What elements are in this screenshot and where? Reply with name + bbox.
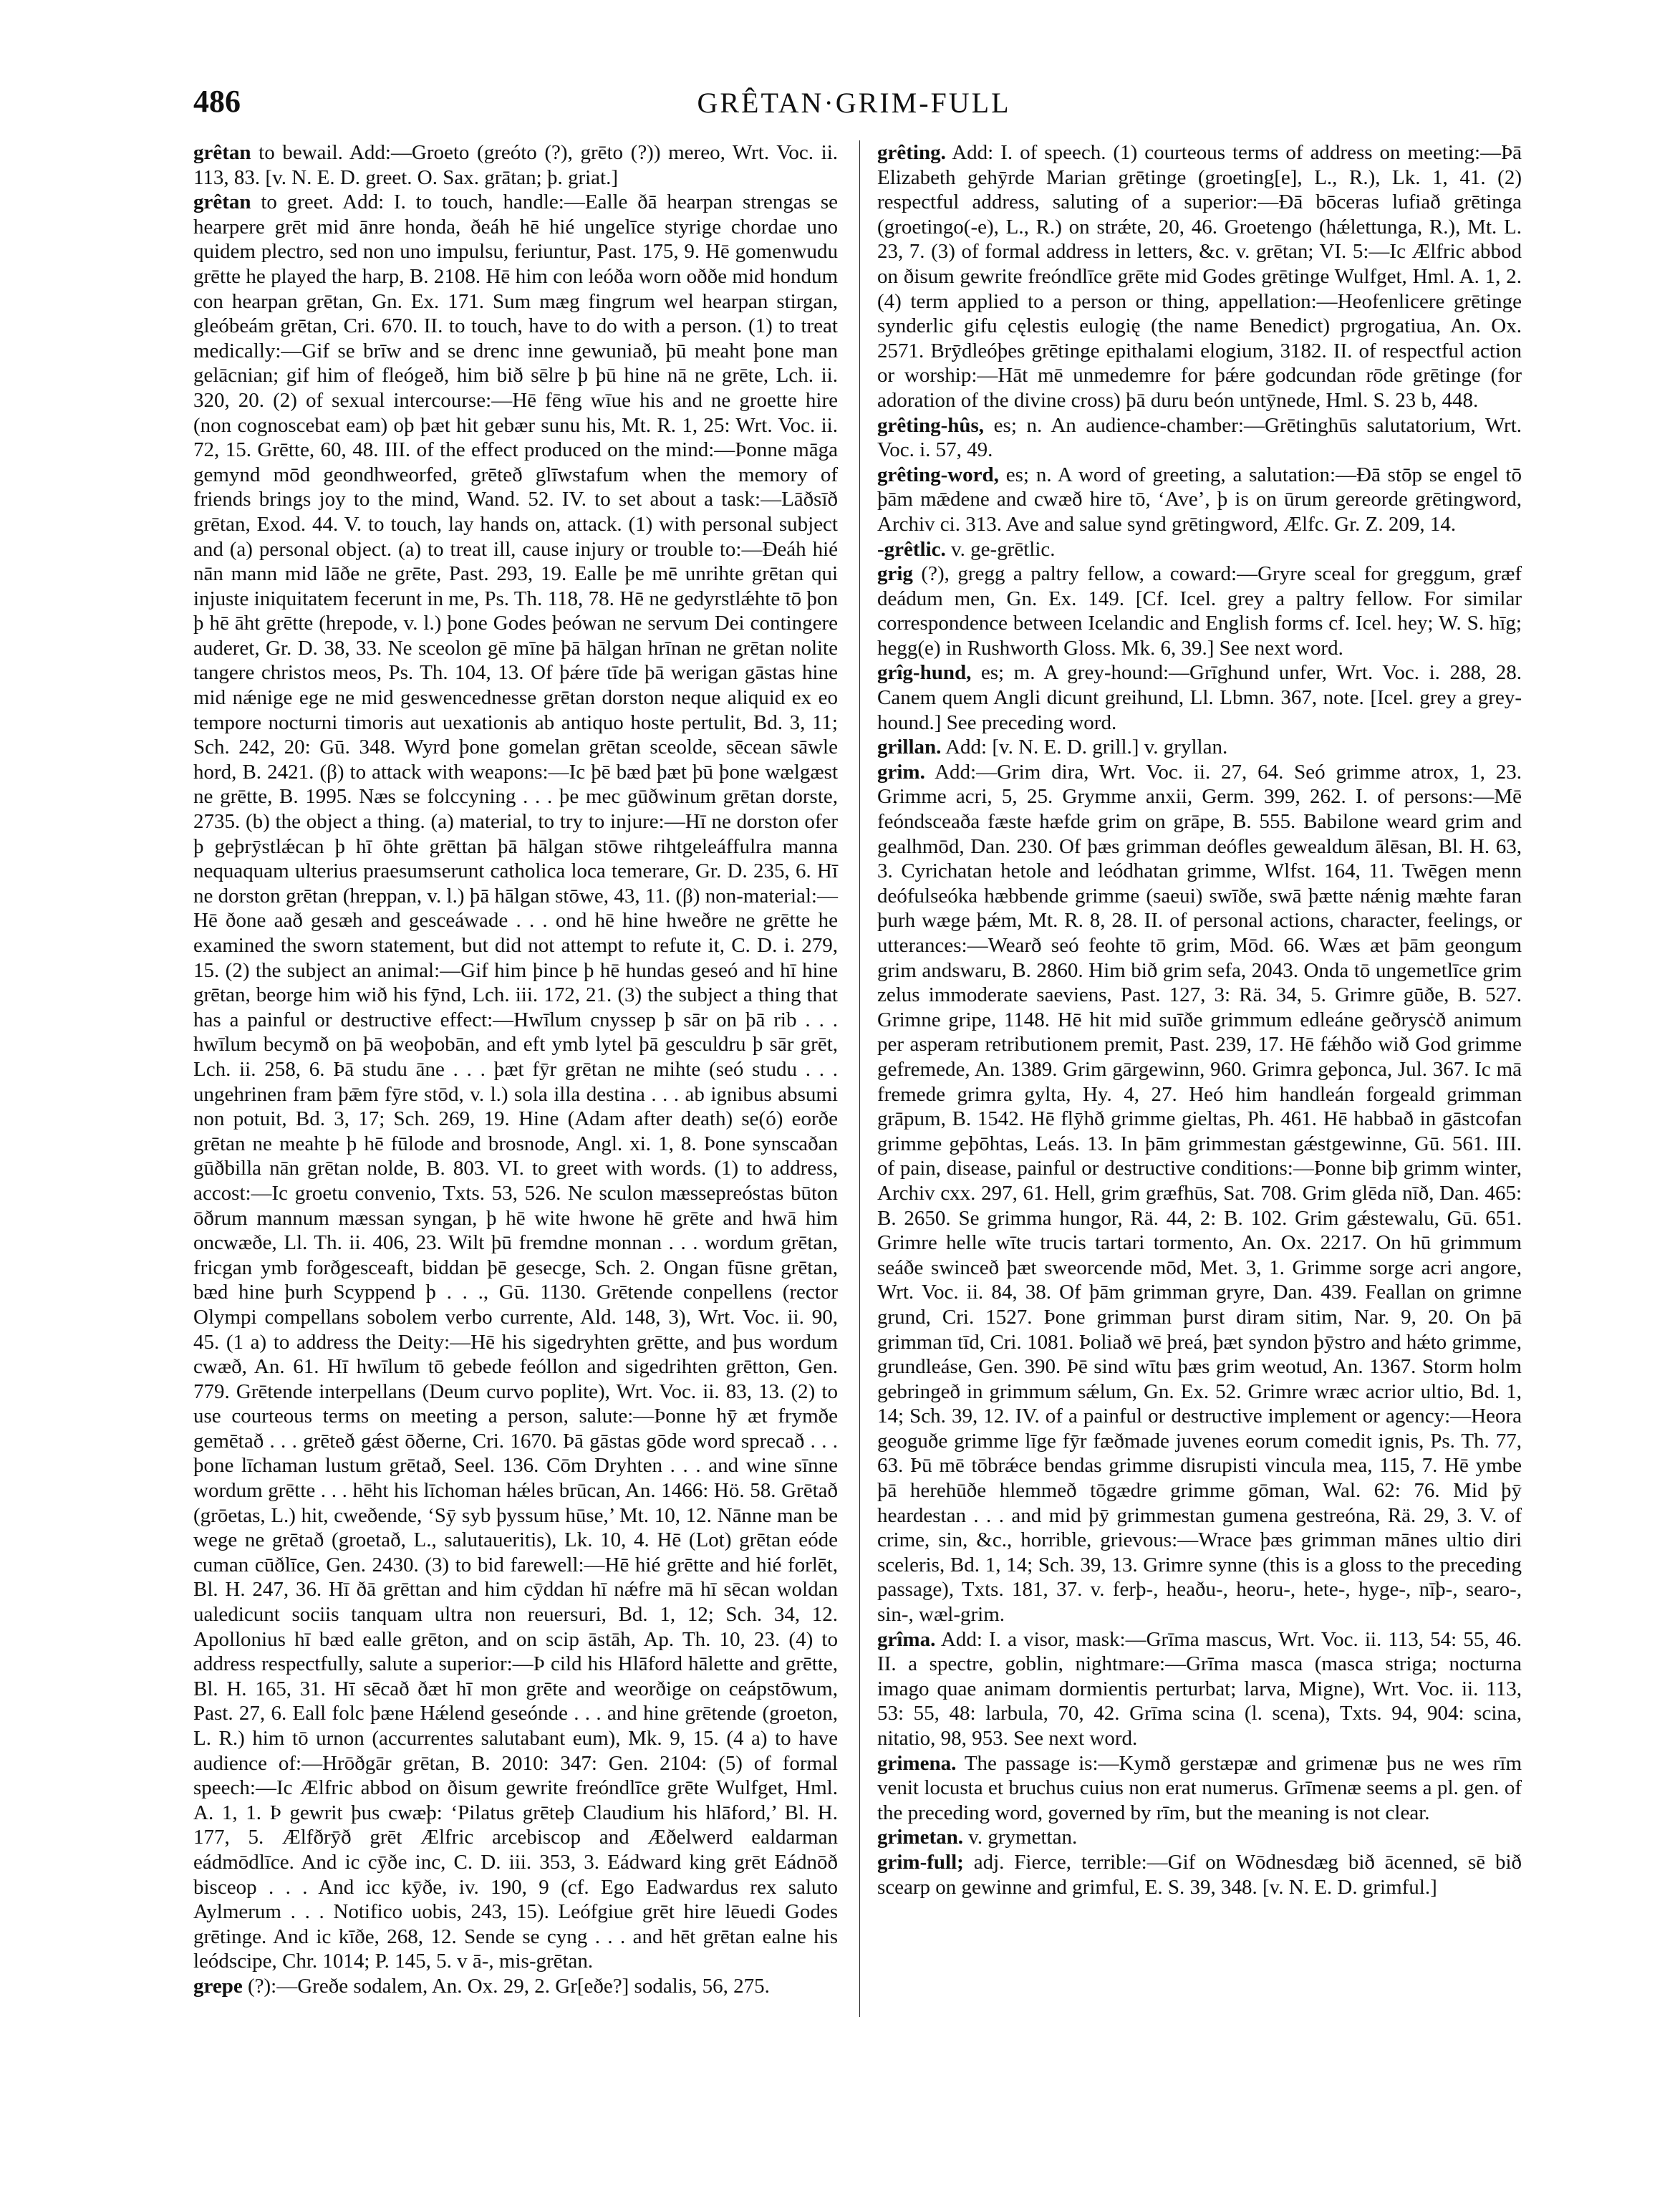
dictionary-entry (193, 140, 838, 190)
entry-body: The passage is:—Kymð gerstæpæ and grimenæ þus ne wes rīm venit locusta et bruchus cuius non erat numerus. Grīmenæ seems a pl. gen. of the preceding word, governed by rīm, but the meaning is not clear. (877, 1751, 1522, 1824)
entry-headword: grepe (193, 1974, 243, 1998)
dictionary-entry (877, 413, 1522, 463)
entry-body: to greet. Add: I. to touch, handle:—Ealle ðā hearpan strengas se hearpere grēt mid ānre honda, ðeáh hē hié ungelīce styrige chordae uno quidem plectro, sed non uno impulsu, feriuntur, Past. 175, 9. Hē gomenwudu grētte he played the harp, B. 2108. Hē him con leóða worn oððe mid hondum con hearpan grētan, Gn. Ex. 171. Sum mæg fingrum wel hearpan stirgan, gleóbeám grētan, Cri. 670. II. to touch, have to do with a person. (1) to treat medically:—Gif se brīw and se drenc inne gewuniað, þū meaht þone man gelācnian; gif him of fleógeð, him bið sēlre þ þū hine nā ne grēte, Lch. ii. 320, 20. (2) of sexual intercourse:—Hē fēng wīue his and ne groette hire (non cognoscebat eam) oþ þæt hit gebær sunu his, Mt. R. 1, 25: Wrt. Voc. ii. 72, 15. Grētte, 60, 48. III. of the effect produced on the mind:—Þonne māga gemynd mōd geondhweorfed, grēteð glīwstafum when the memory of friends brings joy to the mind, Wand. 52. IV. to set about a task:—Lāðsīð grētan, Exod. 44. V. to touch, lay hands on, attack. (1) with personal subject and (a) personal object. (a) to treat ill, cause injury or trouble to:—Ðeáh hié nān mann mid lāðe ne grēte, Past. 293, 19. Ealle þe mē unrihte grētan qui injuste iniquitatem fecerunt in me, Ps. Th. 118, 78. Hē ne gedyrstlǽhte tō þon þ hē āht grētte (hrepode, v. l.) þone Godes þeówan ne servum Dei contingere auderet, Gr. D. 38, 33. Ne sceolon gē mīne þā hālgan hrīnan ne grētan nolite tangere christos meos, Ps. Th. 104, 13. Of þǽre tīde þā werigan gāstas hine mid nǽnige ege ne mid geswencednesse grētan dorston neque aliquid ex eo tempore nocturni timoris aut uexationis ab antiquo hoste pertulit, Bd. 3, 11; Sch. 242, 20: Gū. 348. Wyrd þone gomelan grētan sceolde, sēcean sāwle hord, B. 2421. (β) to attack with weapons:—Ic þē bæd þæt þū þone wælgæst ne grētte, B. 1995. Næs se folccyning . . . þe mec gūðwinum grētan dorste, 2735. (b) the object a thing. (a) material, to try to injure:—Hī ne dorston ofer þ geþrȳstlǽcan þ hī ōhte grēttan þā hālgan stōwe rihtgeleáffulra manna nequaquam ulterius praesumserunt catholica loca temerare, Gr. D. 235, 6. Hī ne dorston grētan (hreppan, v. l.) þā hālgan stōwe, 43, 11. (β) non-material:—Hē ðone aað gesæh and gesceáwade . . . ond hē hine hweðre ne grētte he examined the sworn statement, but did not attempt to refute it, C. D. i. 279, 15. (2) the subject an animal:—Gif him þince þ hē hundas geseó and hī hine grētan, beorge him wið his fȳnd, Lch. iii. 172, 21. (3) the subject a thing that has a painful or destructive effect:—Hwīlum cnyssep þ sār on þā rib . . . hwīlum becymð on þā weoþobān, and eft ymb lytel þā gesculdru þ sār grēt, Lch. ii. 258, 6. Þā studu āne . . . þæt fȳr grētan ne mihte (seó studu . . . ungehrinen fram þǣm fȳre stōd, v. l.) sola illa destina . . . ab ignibus absumi non potuit, Bd. 3, 17; Sch. 269, 19. Hine (Adam after death) se(ó) eorðe grētan ne meahte þ hē fūlode and brosnode, Angl. xi. 1, 8. Þone synscaðan gūðbilla nān grētan nolde, B. 803. VI. to greet with words. (1) to address, accost:—Ic groetu convenio, Txts. 53, 526. Ne sculon mæssepreóstas būton ōðrum mannum mæssan syngan, þ hē wite hwone hē grēte and hwā him oncwæðe, Ll. Th. ii. 406, 23. Wilt þū fremdne monnan . . . wordum grētan, fricgan ymb forðgesceaft, biddan þē gesecge, Sch. 2. Ongan fūsne grētan, bæd hine þurh Scyppend þ . . ., Gū. 1130. Grētende conpellens (rector Olympi compellans sobolem verbo currente, Ald. 148, 3), Wrt. Voc. ii. 90, 45. (1 a) to address the Deity:—Hē his sigedryhten grētte, and þus wordum cwæð, An. 61. Hī hwīlum tō gebede feóllon and sigedrihten grētton, Gen. 779. Grētende interpellans (Deum curvo poplite), Wrt. Voc. ii. 83, 13. (2) to use courteous terms on meeting a person, salute:—Þonne hȳ æt frymðe gemētað . . . grēteð gǽst ōðerne, Cri. 1670. Þā gāstas gōde word sprecað . . . þone līchaman lustum grētað, Seel. 136. Cōm Dryhten . . . and wine sīnne wordum grētte . . . hēht his līchoman hǽles brūcan, An. 1466: Hö. 58. Grētað (grōetas, L.) hit, cweðende, ‘Sȳ syb þyssum hūse,’ Mt. 10, 12. Nānne man be wege ne grētað (groetað, L., salutaueritis), Lk. 10, 4. Hē (Lot) grētan eóde cuman cūðlīce, Gen. 2430. (3) to bid farewell:—Hē hié grētte and hié forlēt, Bl. H. 247, 36. Hī ðā grēttan and him cȳddan hī nǽfre mā hī sēcan woldan ualedicunt sociis tanquam ultra non reuersuri, Bd. 1, 12; Sch. 34, 12. Apollonius hī bæd ealle grēton, and on scip āstāh, Ap. Th. 10, 23. (4) to address respectfully, salute a superior:—Þ cild his Hlāford hālette and grētte, Bl. H. 165, 31. Hī sēcað ðæt hī mon grēte and weorðige on ceápstōwum, Past. 27, 6. Eall folc þæne Hǽlend geseónde . . . and hine grētende (groeton, L. R.) him tō urnon (accurrentes salutabant eum), Mk. 9, 15. (4 a) to have audience of:—Hrōðgār grētan, B. 2010: 347: Gen. 2104: (5) of formal speech:—Ic Ælfric abbod on ðisum gewrite freóndlīce grēte Wulfget, Hml. A. 1, 1. Þ gewrit þus cwæþ: ‘Pilatus grēteþ Claudium his hlāford,’ Bl. H. 177, 5. Ælfðrȳð grēt Ælfric arcebiscop and Æðelwerd ealdarman eádmōdlīce. And ic cȳðe inc, C. D. iii. 353, 3. Eádward king grēt Eádnōð bisceop . . . And icc kȳðe, iv. 190, 9 (cf. Ego Eadwardus rex saluto Aylmerum . . . Notifico uobis, 243, 15). Leófgiue grēt hire lēuedi Godes grētinge. And ic kīðe, 268, 12. Sende se cyng . . . and hēt grētan ealne his leódscipe, Chr. 1014; P. 145, 5. v ā-, mis-grētan. (193, 191, 838, 1973)
dictionary-entry (877, 537, 1522, 562)
dictionary-entry (877, 140, 1522, 413)
entry-headword: grêtan (193, 191, 251, 214)
dictionary-entry (877, 760, 1522, 1627)
entry-headword: grîma. (877, 1627, 936, 1651)
dictionary-entry (877, 1751, 1522, 1826)
dictionary-entry (877, 463, 1522, 537)
column-divider (859, 140, 860, 2017)
dictionary-entry (877, 1825, 1522, 1850)
left-column (193, 140, 838, 1999)
entry-body: (?):—Greðe sodalem, An. Ox. 29, 2. Gr[eðe?] sodalis, 56, 275. (242, 1974, 770, 1998)
entry-headword: grêting-hûs, (877, 413, 985, 437)
entry-headword: grimena. (877, 1751, 957, 1775)
right-column (877, 140, 1522, 1899)
dictionary-entry (877, 735, 1522, 760)
dictionary-entry (877, 660, 1522, 735)
entry-body: v. ge-grētlic. (945, 537, 1056, 561)
dictionary-entry (877, 562, 1522, 660)
entry-body: Add: [v. N. E. D. grill.] v. gryllan. (941, 736, 1228, 759)
entry-headword: grîg-hund, (877, 661, 972, 685)
entry-headword: grêting. (877, 141, 946, 164)
entry-headword: grêting-word, (877, 463, 999, 486)
entry-body: v. grymettan. (963, 1826, 1078, 1849)
entry-body: Add: I. a visor, mask:—Grīma mascus, Wrt. Voc. ii. 113, 54: 55, 46. II. a spectre, goblin, nightmare:—Grīma masca (masca striga; nocturna imago quae animam dormientis perturbat; larva, Migne), Wrt. Voc. ii. 113, 53: 55, 48: larbula, 70, 42. Grīma scina (l. scena), Txts. 94, 904: scina, nitatio, 98, 953. See next word. (877, 1627, 1522, 1750)
entry-body: Add: I. of speech. (1) courteous terms of address on meeting:—Þā Elizabeth gehȳrde Marian grētinge (groeting[e], L., R.), Lk. 1, 41. (2) respectful address, saluting of a superior:—Ðā bōceras lufiað grētinga (groetingo(-e), L., R.) on strǽte, 20, 46. Groetengo (hǽlettunga, R.), Mt. L. 23, 7. (3) of formal address in letters, &c. v. grētan; VI. 5:—Ic Ælfric abbod on ðisum gewrite freóndlīce grēte mid Godes grētinge Wulfget, Hml. A. 1, 2. (4) term applied to a person or thing, appellation:—Heofenlicere grētinge synderlic gifu cęlestis eulogię (the name Benedict) prgrogatiua, An. Ox. 2571. Brȳdleóþes grētinge epithalami elogium, 3182. II. of respectful action or worship:—Hāt mē unmedemre for þǽre godcundan rōde grētinge (for adoration of the divine cross) þā duru beón untȳnede, Hml. S. 23 b, 448. (877, 141, 1522, 412)
entry-body: (?), gregg a paltry fellow, a coward:—Gryre sceal for greggum, græf deádum men, Gn. Ex. 149. [Cf. Icel. grey a paltry fellow. For similar correspondence between Icelandic and English forms cf. Icel. hey; W. S. hīg; hegg(e) in Rushworth Gloss. Mk. 6, 39.] See next word. (877, 562, 1522, 660)
entry-body: to bewail. Add:—Groeto (greóto (?), grēto (?)) mereo, Wrt. Voc. ii. 113, 83. [v. N. E. D. greet. O. Sax. grātan; þ. griat.] (193, 141, 838, 189)
entry-headword: grig (877, 562, 913, 586)
entry-body: Add:—Grim dira, Wrt. Voc. ii. 27, 64. Seó grimme atrox, 1, 23. Grimme acri, 5, 25. Grymme anxii, Germ. 399, 262. I. of persons:—Mē feóndsceaða fæste hæfde grim on grāpe, B. 555. Babilone weard grim and gealhmōd, Dan. 230. Of þæs grimman deófles gewealdum ālēsan, Bl. H. 63, 3. Cyrichatan hetole and leódhatan grimme, Wlfst. 164, 11. Twēgen menn deófulseóka hæbbende grimme (saeui) swīðe, swā þætte nǽnig mæhte faran þurh wæge þǽm, Mt. R. 8, 28. II. of personal actions, character, feelings, or utterances:—Wearð seó feohte tō grim, Mōd. 66. Wæs æt þām geongum grim andswaru, B. 2860. Him bið grim sefa, 2043. Onda tō ungemetlīce grim zelus immoderate saeviens, Past. 127, 3: Rä. 34, 5. Grimre gūðe, B. 527. Grimne gripe, 1148. Hē hit mid suīðe grimmum edleáne geðrysċð animum per asperam retributionem premit, Past. 239, 17. Hē fǽhðo wið God grimme gefremede, An. 1389. Grim gārgewinn, 960. Grimra geþonca, Jul. 367. Ic mā fremede grimra gylta, Hy. 4, 27. Heó him handleán forgeald grimman grāpum, B. 1542. Hē flȳhð grimme gieltas, Ph. 461. Hē habbað in gāstcofan grimme geþōhtas, Leás. 13. In þām grimmestan gǽstgewinne, Gū. 561. III. of pain, disease, painful or destructive conditions:—Þonne biþ grimm winter, Archiv cxx. 297, 61. Hell, grim græfhūs, Sat. 708. Grim glēda nīð, Dan. 465: B. 2650. Se grimma hungor, Rä. 44, 2: B. 102. Grim gǽstewalu, Gū. 651. Grimre helle wīte trucis tartari tormento, An. Ox. 2217. On hū grimmum seáðe swinceð þæt sweorcende mōd, Met. 3, 1. Grimme sorge acri angore, Wrt. Voc. ii. 84, 38. Of þām grimman gryre, Dan. 439. Feallan on grimne grund, Cri. 1527. Þone grimman þurst diram sitim, Nar. 9, 20. On þā grimman tīd, Cri. 1081. Þoliað wē þreá, þæt syndon þȳstro and hǽto grimme, grundleáse, Gen. 390. Þē sind wītu þæs grim weotud, An. 1367. Storm holm gebringeð in grimmum sǽlum, Gn. Ex. 52. Grimre wræc acrior ultio, Bd. 1, 14; Sch. 39, 12. IV. of a painful or destructive implement or agency:—Heora geoguðe grimme līge fȳr fæðmade juvenes eorum comedit ignis, Ps. Th. 77, 63. Þū mē tōbrǽce bendas grimme disrupisti vincula mea, 115, 7. Hē ymbe þā herehūðe hlemmeð tōgædre grimme gōman, Wal. 62: 76. Mid þȳ heardestan . . . and mid þȳ grimmestan gumena gestreóna, Rä. 29, 3. V. of crime, sin, &c., horrible, grievous:—Wrace þæs grimman mānes ultio diri sceleris, Bd. 1, 14; Sch. 39, 13. Grimre synne (this is a gloss to the preceding passage), Txts. 181, 37. v. ferþ-, heaðu-, heoru-, hete-, hyge-, nīþ-, searo-, sin-, wæl-grim. (877, 760, 1522, 1627)
dictionary-entry (193, 190, 838, 1974)
entry-headword: grim. (877, 760, 925, 784)
dictionary-entry (877, 1627, 1522, 1751)
entry-headword: -grêtlic. (877, 537, 946, 561)
running-title: GRÊTAN·GRIM-FULL (697, 87, 1011, 119)
entry-headword: grim-full; (877, 1850, 964, 1874)
page-header (193, 83, 1515, 126)
entry-headword: grillan. (877, 736, 942, 759)
page-number: 486 (193, 84, 241, 119)
entry-headword: grimetan. (877, 1826, 963, 1849)
dictionary-entry (877, 1850, 1522, 1899)
entry-headword: grêtan (193, 141, 251, 164)
entry-body: es; m. A grey-hound:—Grīghund unfer, Wrt. Voc. i. 288, 28. Canem quem Angli dicunt greihund, Ll. Lbmn. 367, note. [Icel. grey a grey-hound.] See preceding word. (877, 661, 1522, 734)
entry-body: es; n. A word of greeting, a salutation:—Ðā stōp se engel tō þām mǣdene and cwæð hire tō, ‘Ave’, þ is on ūrum gereorde grētingword, Archiv ci. 313. Ave and salue synd grētingword, Ælfc. Gr. Z. 209, 14. (877, 463, 1522, 536)
entry-body: adj. Fierce, terrible:—Gif on Wōdnesdæg bið ācenned, sē bið scearp on gewinne and grimful, E. S. 39, 348. [v. N. E. D. grimful.] (877, 1850, 1522, 1899)
entry-body: es; n. An audience-chamber:—Grētinghūs salutatorium, Wrt. Voc. i. 57, 49. (877, 413, 1522, 462)
dictionary-entry (193, 1974, 838, 1999)
